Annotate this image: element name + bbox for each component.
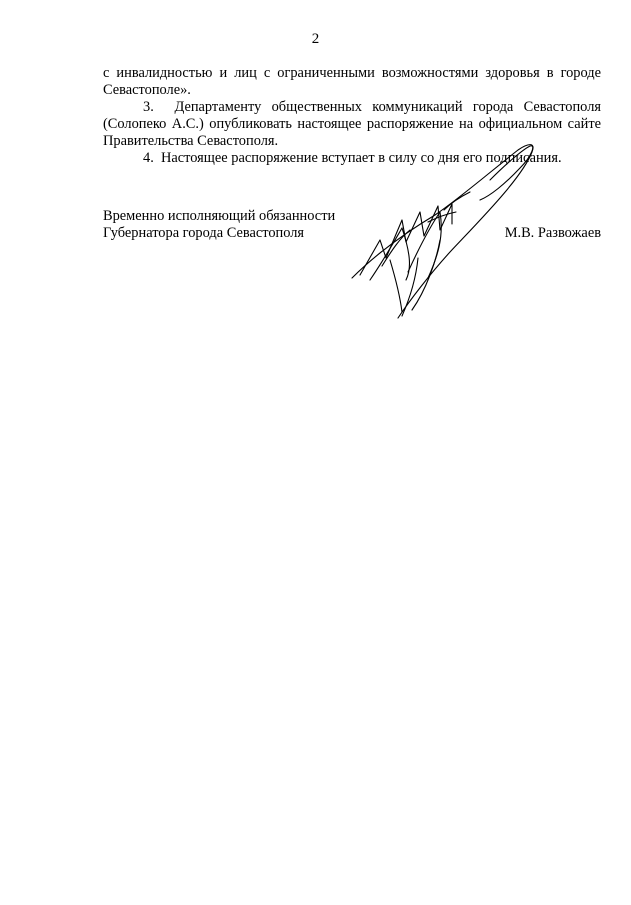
paragraph-item-4: 4. Настоящее распоряжение вступает в силу со дня его подписания. xyxy=(143,150,562,166)
signatory-position-line-2: Губернатора города Севастополя xyxy=(103,225,305,241)
signatory-position-line-1: Временно исполняющий обязанности xyxy=(103,208,336,224)
signatory-name: М.В. Развожаев xyxy=(504,225,601,241)
paragraph-item-3: 3. Департаменту общественных коммуникаций города Севастополя (Солопеко А.С.) опубликовать настоящее распоряжение на официальном сайте Правительства Севастополя. xyxy=(103,99,601,149)
document-body xyxy=(103,65,601,167)
paragraph-continuation: с инвалидностью и лиц с ограниченными возможностями здоровья в городе Севастополе». xyxy=(103,65,601,98)
signature-block xyxy=(103,208,601,242)
page-number: 2 xyxy=(311,31,320,47)
